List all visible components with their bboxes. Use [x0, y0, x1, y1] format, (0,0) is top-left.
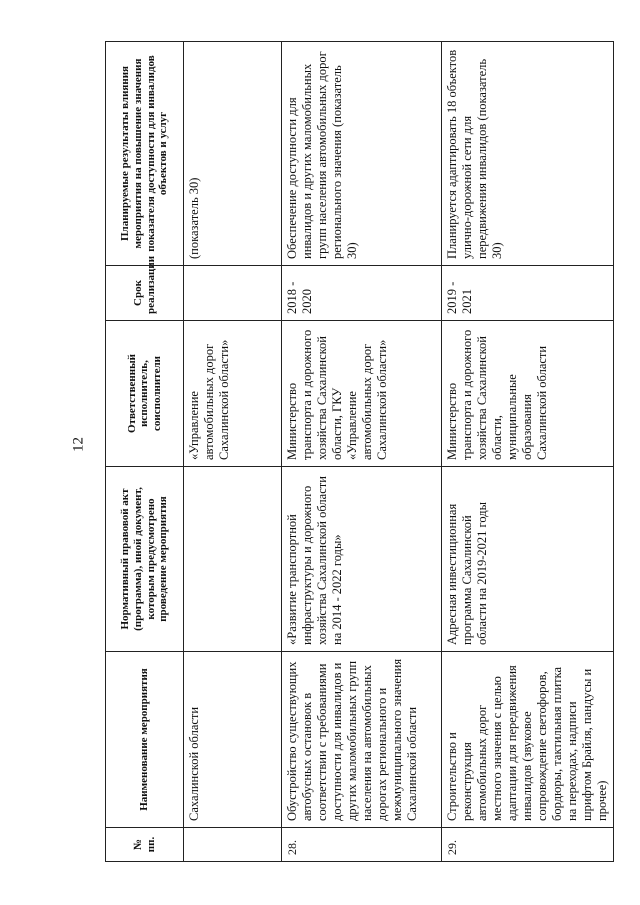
rotated-table-area [105, 42, 609, 862]
header-num: № пп. [106, 828, 184, 862]
cell-num: 29. [442, 828, 614, 862]
cell-responsible: Министерство транспорта и дорожного хозяйства Сахалинской области, ГКУ «Управление автомобильных дорог Сахалинской области» [282, 321, 442, 467]
cell-num [184, 828, 282, 862]
header-period: Срок реализации [106, 266, 184, 321]
cell-results: Обеспечение доступности для инвалидов и других маломобильных групп населения автомобильных дорог регионального значения (показатель 30) [282, 42, 442, 266]
cell-num: 28. [282, 828, 442, 862]
table-row [442, 42, 614, 862]
cell-name: Обустройство существующих автобусных остановок в соответствии с требованиями доступности для инвалидов и других маломобильных групп населения на автомобильных дорогах регионального и межмуниципального значения Сахалинской области [282, 652, 442, 828]
cell-act: «Развитие транспортной инфраструктуры и дорожного хозяйства Сахалинской области на 2014 - 2022 годы» [282, 467, 442, 652]
cell-responsible: «Управление автомобильных дорог Сахалинской области» [184, 321, 282, 467]
table-header-row [106, 42, 184, 862]
header-act: Нормативный правовой акт (программа), иной документ, которым предусмотрено проведение мероприятия [106, 467, 184, 652]
table-row [282, 42, 442, 862]
cell-results: (показатель 30) [184, 42, 282, 266]
cell-name: Строительство и реконструкция автомобильных дорог местного значения с целью адаптации для передвижения инвалидов (звуковое сопровождение светофоров, бордюры, тактильная плитка на переходах, надписи шрифтом Брайля, пандусы и прочее) [442, 652, 614, 828]
header-responsible: Ответственный исполнитель, соисполнители [106, 321, 184, 467]
cell-period: 2019 - 2021 [442, 266, 614, 321]
header-results: Планируемые результаты влияния мероприятия на повышение значения показателя доступности для инвалидов объектов и услуг [106, 42, 184, 266]
table-row [184, 42, 282, 862]
cell-responsible: Министерство транспорта и дорожного хозяйства Сахалинской области, муниципальные образования Сахалинской области [442, 321, 614, 467]
cell-act: Адресная инвестиционная программа Сахалинской области на 2019-2021 годы [442, 467, 614, 652]
cell-act [184, 467, 282, 652]
cell-results: Планируется адаптировать 18 объектов улично-дорожной сети для передвижения инвалидов (показатель 30) [442, 42, 614, 266]
page-number: 12 [70, 437, 87, 452]
cell-name: Сахалинской области [184, 652, 282, 828]
measures-table [105, 41, 614, 862]
cell-period: 2018 - 2020 [282, 266, 442, 321]
cell-period [184, 266, 282, 321]
header-name: Наименование мероприятия [106, 652, 184, 828]
